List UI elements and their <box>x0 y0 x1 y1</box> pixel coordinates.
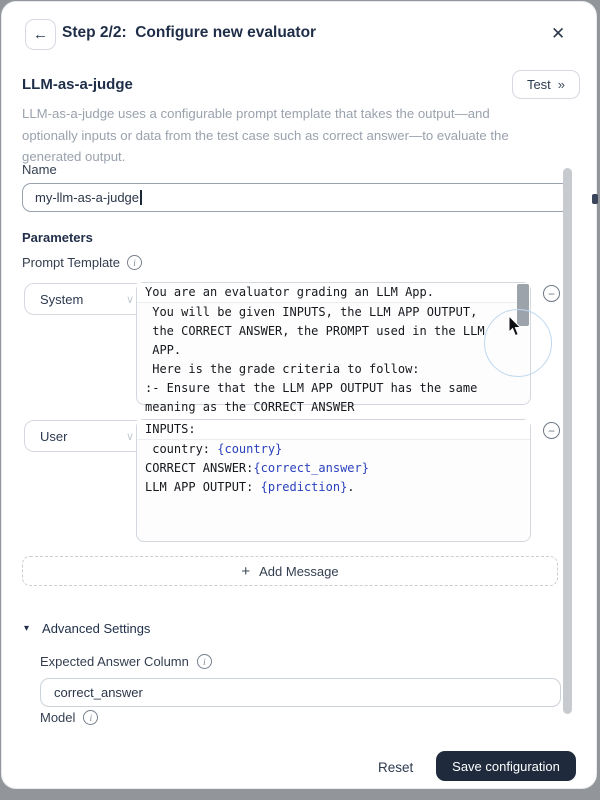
code-line: LLM APP OUTPUT: {prediction}. <box>145 480 355 494</box>
role-select-system-value: System <box>40 291 84 307</box>
text-caret <box>140 190 142 205</box>
remove-user-message-button[interactable] <box>543 422 560 439</box>
double-chevron-right-icon: » <box>557 77 566 92</box>
advanced-settings-label: Advanced Settings <box>42 621 151 636</box>
expected-answer-column-label: Expected Answer Column <box>40 654 189 669</box>
remove-system-message-button[interactable] <box>543 285 560 302</box>
chevron-down-icon: ∨ <box>125 430 134 443</box>
save-configuration-label: Save configuration <box>452 758 560 774</box>
code-line: You are an evaluator grading an LLM App. <box>137 283 530 303</box>
test-button[interactable] <box>512 70 580 99</box>
save-configuration-button[interactable] <box>436 751 576 781</box>
name-input-value: my-llm-as-a-judge <box>35 190 140 205</box>
prompt-template-label: Prompt Template <box>22 255 121 270</box>
template-variable: {prediction} <box>260 480 348 494</box>
code-line: INPUTS: <box>137 420 530 440</box>
code-line: APP. <box>145 343 182 357</box>
evaluator-description: LLM-as-a-judge uses a configurable prompt template that takes the output—and optionally inputs or data from the test case such as correct answer—to evaluate the generated output. <box>22 106 509 164</box>
role-select-user[interactable] <box>24 420 145 452</box>
code-line: country: {country} <box>145 442 283 456</box>
info-icon[interactable]: i <box>83 710 98 725</box>
code-line: Here is the grade criteria to follow: <box>145 362 420 376</box>
textarea-scrollbar-thumb[interactable] <box>517 284 529 326</box>
test-button-label: Test <box>526 77 551 92</box>
role-select-system[interactable] <box>24 283 145 315</box>
close-button[interactable] <box>549 22 567 46</box>
edge-handle <box>592 194 598 204</box>
model-label: Model <box>40 710 76 725</box>
back-arrow-icon: ← <box>33 26 48 43</box>
reset-button[interactable]: Reset <box>378 760 414 775</box>
name-label: Name <box>22 162 57 177</box>
close-icon: ✕ <box>551 24 566 43</box>
code-line: CORRECT ANSWER:{correct_answer} <box>145 461 369 475</box>
code-line: meaning as the CORRECT ANSWER <box>145 400 355 414</box>
expected-answer-column-input[interactable] <box>40 678 561 707</box>
advanced-settings-toggle[interactable] <box>24 621 150 636</box>
expected-answer-column-value: correct_answer <box>54 685 143 700</box>
back-button[interactable] <box>25 19 56 50</box>
name-input[interactable] <box>22 183 570 212</box>
add-message-button[interactable] <box>22 556 558 586</box>
user-prompt-textarea[interactable] <box>136 419 531 542</box>
code-line: :- Ensure that the LLM APP OUTPUT has the same <box>145 381 478 395</box>
code-line: You will be given INPUTS, the LLM APP OUTPUT, <box>145 305 478 319</box>
info-icon[interactable]: i <box>197 654 212 669</box>
parameters-label: Parameters <box>22 230 93 245</box>
code-line: the CORRECT ANSWER, the PROMPT used in the LLM <box>145 324 485 338</box>
modal-title: Step 2/2: Configure new evaluator <box>62 24 317 41</box>
evaluator-heading: LLM-as-a-judge <box>22 76 133 93</box>
plus-icon: + <box>241 562 251 580</box>
chevron-down-icon: ∨ <box>125 293 134 306</box>
info-icon[interactable]: i <box>127 255 142 270</box>
system-prompt-textarea[interactable] <box>136 282 531 414</box>
add-message-label: Add Message <box>259 563 339 579</box>
caret-down-icon: ▾ <box>24 623 30 634</box>
minus-icon: − <box>547 423 555 438</box>
configure-evaluator-modal <box>2 2 596 788</box>
template-variable: {correct_answer} <box>253 461 369 475</box>
modal-scrollbar-thumb[interactable] <box>563 168 572 714</box>
expected-answer-column-row <box>40 654 212 669</box>
model-row <box>40 710 98 725</box>
prompt-template-row <box>22 255 142 270</box>
minus-icon: − <box>547 286 555 301</box>
role-select-user-value: User <box>40 428 68 444</box>
template-variable: {country} <box>217 442 283 456</box>
